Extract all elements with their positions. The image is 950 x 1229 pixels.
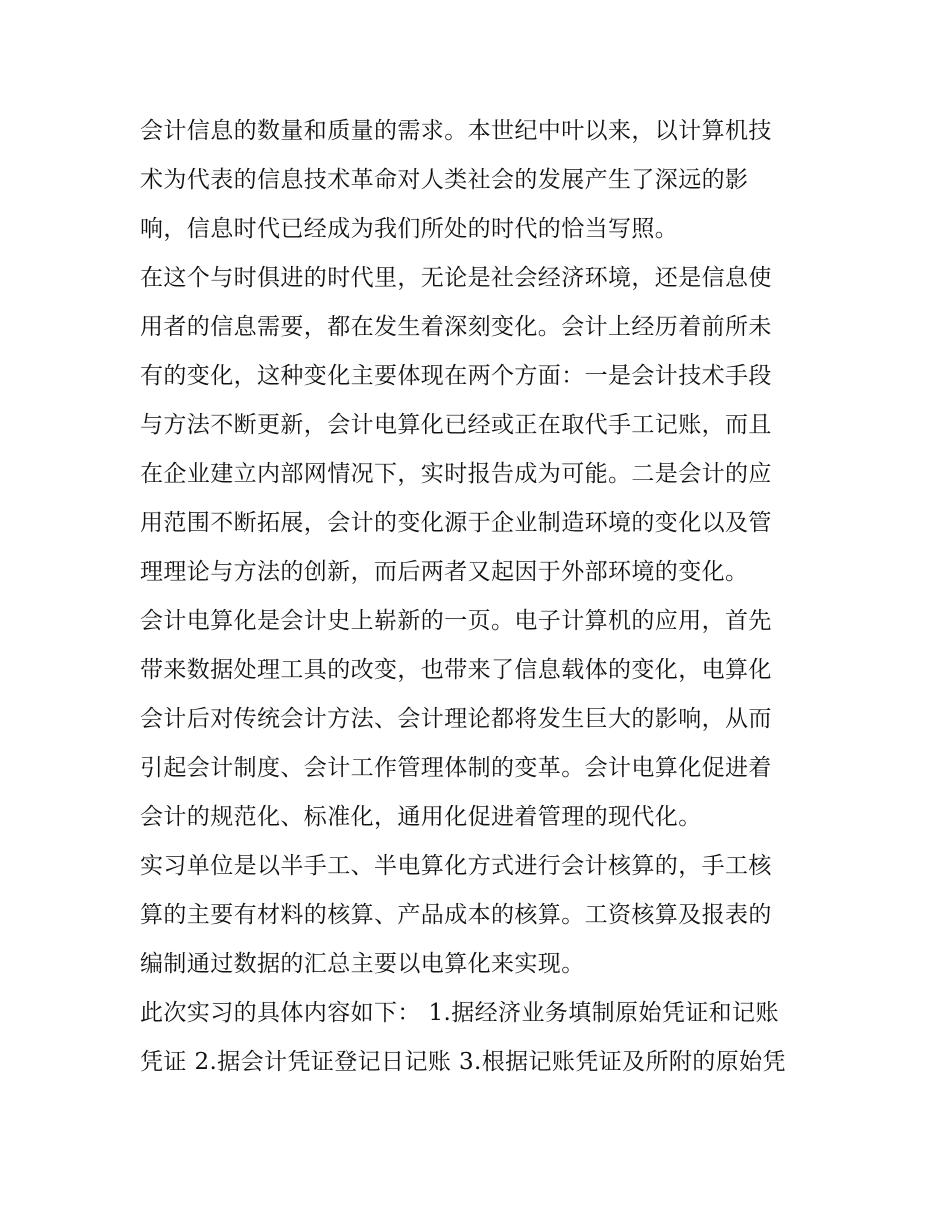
text-line: 在这个与时俱进的时代里，无论是社会经济环境，还是信息使	[140, 265, 772, 291]
text-line: 实习单位是以半手工、半电算化方式进行会计核算的，手工核	[140, 853, 772, 879]
text-line: 引起会计制度、会计工作管理体制的变革。会计电算化促进着	[140, 755, 772, 781]
text-line: 编制通过数据的汇总主要以电算化来实现。	[140, 951, 585, 977]
text-line: 在企业建立内部网情况下，实时报告成为可能。二是会计的应	[140, 461, 772, 487]
paragraph-5	[140, 989, 816, 1087]
text-line: 带来数据处理工具的改变，也带来了信息载体的变化，电算化	[140, 657, 772, 683]
text-line: 凭证 2.据会计凭证登记日记账 3.根据记账凭证及所附的原始凭	[140, 1049, 786, 1075]
text-line: 会计电算化是会计史上崭新的一页。电子计算机的应用，首先	[140, 608, 772, 634]
paragraph-1	[140, 107, 816, 254]
text-line: 会计后对传统会计方法、会计理论都将发生巨大的影响，从而	[140, 706, 772, 732]
text-line: 理理论与方法的创新，而后两者又起因于外部环境的变化。	[140, 559, 749, 585]
text-line: 响，信息时代已经成为我们所处的时代的恰当写照。	[140, 216, 679, 242]
text-line: 与方法不断更新，会计电算化已经或正在取代手工记账，而且	[140, 412, 772, 438]
paragraph-3	[140, 597, 816, 842]
text-line: 有的变化，这种变化主要体现在两个方面：一是会计技术手段	[140, 363, 772, 389]
text-line: 会计的规范化、标准化，通用化促进着管理的现代化。	[140, 804, 702, 830]
paragraph-4	[140, 842, 816, 989]
document-body	[140, 107, 816, 1087]
paragraph-2	[140, 254, 816, 597]
text-line: 用者的信息需要，都在发生着深刻变化。会计上经历着前所未	[140, 314, 772, 340]
text-line: 算的主要有材料的核算、产品成本的核算。工资核算及报表的	[140, 902, 772, 928]
text-line: 此次实习的具体内容如下： 1.据经济业务填制原始凭证和记账	[140, 1000, 779, 1026]
text-line: 术为代表的信息技术革命对人类社会的发展产生了深远的影	[140, 167, 749, 193]
text-line: 用范围不断拓展，会计的变化源于企业制造环境的变化以及管	[140, 510, 772, 536]
text-line: 会计信息的数量和质量的需求。本世纪中叶以来，以计算机技	[140, 118, 772, 144]
